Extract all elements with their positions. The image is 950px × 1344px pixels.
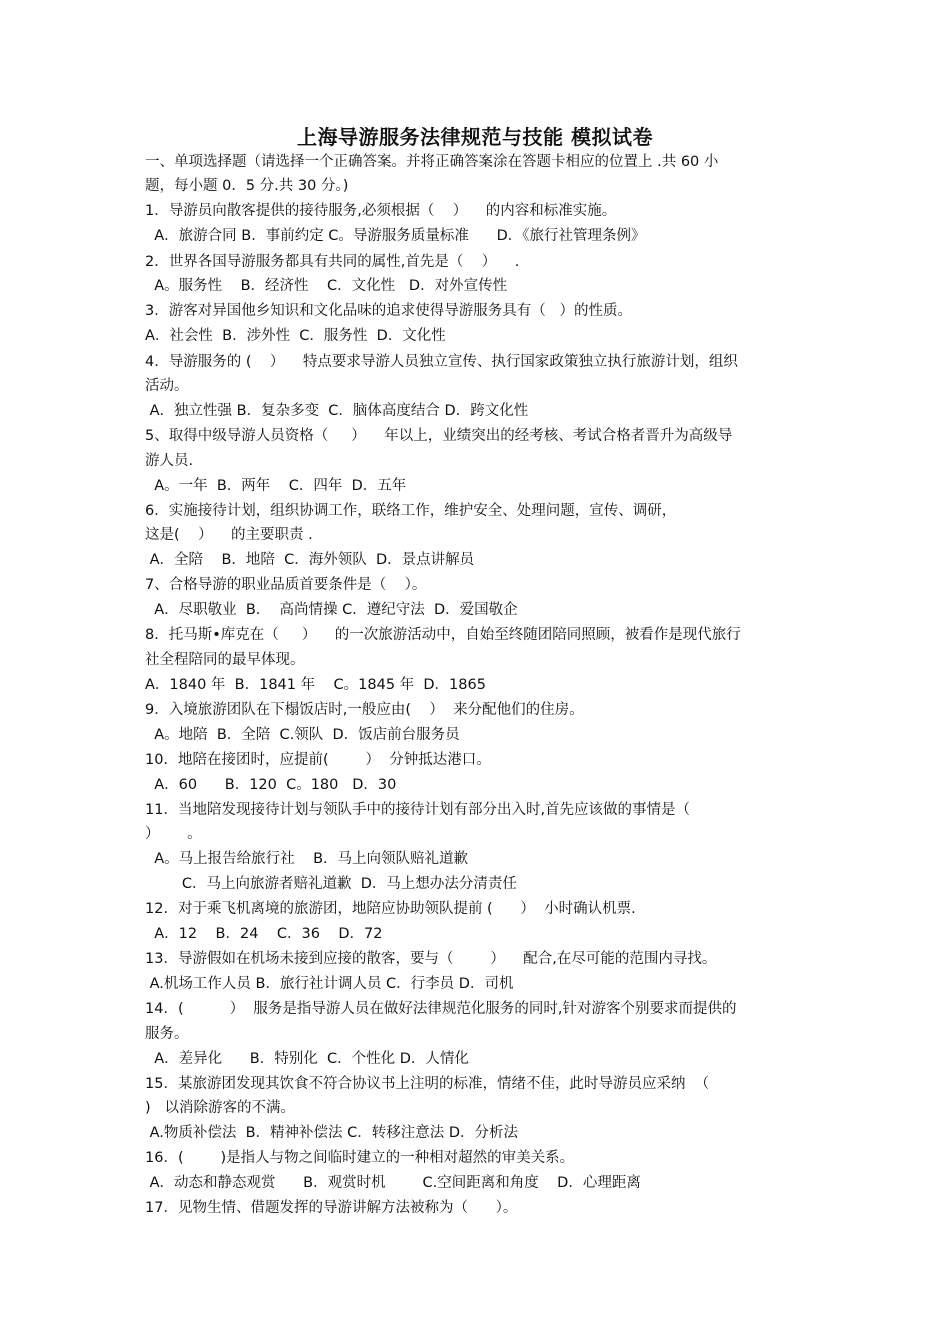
document-line: 8．托马斯•库克在（ ） 的一次旅游活动中，自始至终随团陪同照顾，被看作是现代旅行 xyxy=(145,627,741,643)
document-line: 5、取得中级导游人员资格（ ） 年以上，业绩突出的经考核、考试合格者晋升为高级导 xyxy=(145,428,733,444)
document-line: 游人员. xyxy=(145,453,194,469)
document-line: 一、单项选择题（请选择一个正确答案。并将正确答案涂在答题卡相应的位置上 .共 60 小 xyxy=(145,154,719,170)
document-line: ) 以消除游客的不满。 xyxy=(145,1100,295,1116)
document-line: 15．某旅游团发现其饮食不符合协议书上注明的标准，情绪不佳，此时导游员应采纳 （ xyxy=(145,1076,710,1092)
document-line: 13．导游假如在机场未接到应接的散客，要与（ ） 配合,在尽可能的范围内寻找。 xyxy=(145,951,717,967)
document-line: A．12 B．24 C．36 D．72 xyxy=(145,926,383,942)
document-line: A。地陪 B．全陪 C.领队 D．饭店前台服务员 xyxy=(145,727,460,743)
document-line: A.物质补偿法 B．精神补偿法 C．转移注意法 D．分析法 xyxy=(145,1125,519,1141)
document-line: 服务。 xyxy=(145,1026,189,1042)
document-line: 2．世界各国导游服务都具有共同的属性,首先是（ ） . xyxy=(145,254,520,270)
document-line: A．尽职敬业 B． 高尚情操 C．遵纪守法 D．爱国敬企 xyxy=(145,602,518,618)
document-title: 上海导游服务法律规范与技能 模拟试卷 xyxy=(297,125,653,149)
document-line: 活动。 xyxy=(145,378,189,394)
document-line: 10．地陪在接团时，应提前( ） 分钟抵达港口。 xyxy=(145,752,491,768)
document-line: 12．对于乘飞机离境的旅游团，地陪应协助领队提前 ( ） 小时确认机票. xyxy=(145,901,636,917)
document-line: A．独立性强 B．复杂多变 C．脑体高度结合 D．跨文化性 xyxy=(145,403,529,419)
document-line: C．马上向旅游者赔礼道歉 D．马上想办法分清责任 xyxy=(145,876,517,892)
document-line: 16．( )是指人与物之间临时建立的一种相对超然的审美关系。 xyxy=(145,1150,575,1166)
document-line: 9．入境旅游团队在下榻饭店时,一般应由( ） 来分配他们的住房。 xyxy=(145,702,584,718)
document-line: 这是( ） 的主要职责 . xyxy=(145,527,313,543)
document-line: A。一年 B．两年 C．四年 D．五年 xyxy=(145,478,407,494)
document-line: 17．见物生情、借题发挥的导游讲解方法被称为（ ）。 xyxy=(145,1200,518,1216)
document-line: 11．当地陪发现接待计划与领队手中的接待计划有部分出入时,首先应该做的事情是（ xyxy=(145,802,691,818)
document-line: 6．实施接待计划，组织协调工作，联络工作，维护安全、处理问题，宣传、调研， xyxy=(145,503,677,519)
document-line: 社全程陪同的最早体现。 xyxy=(145,652,305,668)
document-line: ） 。 xyxy=(145,826,202,842)
document-line: A。服务性 B．经济性 C．文化性 D．对外宣传性 xyxy=(145,278,508,294)
document-line: 3．游客对异国他乡知识和文化品味的追求使得导游服务具有（ ）的性质。 xyxy=(145,303,633,319)
document-line: A．旅游合同 B．事前约定 C。导游服务质量标准 D．《旅行社管理条例》 xyxy=(145,228,646,244)
document-line: A.机场工作人员 B．旅行社计调人员 C．行李员 D．司机 xyxy=(145,976,514,992)
document-line: A．全陪 B．地陪 C．海外领队 D．景点讲解员 xyxy=(145,552,475,568)
document-line: A．社会性 B．涉外性 C．服务性 D．文化性 xyxy=(145,328,446,344)
document-line: 7、合格导游的职业品质首要条件是（ ）。 xyxy=(145,577,427,593)
document-line: A．动态和静态观赏 B．观赏时机 C.空间距离和角度 D．心理距离 xyxy=(145,1175,641,1191)
document-line: 1．导游员向散客提供的接待服务,必须根据（ ） 的内容和标准实施。 xyxy=(145,203,617,219)
document-line: A．差异化 B．特别化 C．个性化 D．人情化 xyxy=(145,1051,469,1067)
document-line: A．1840 年 B．1841 年 C。1845 年 D．1865 xyxy=(145,677,486,693)
document-line: 4．导游服务的 ( ） 特点要求导游人员独立宣传、执行国家政策独立执行旅游计划，组织 xyxy=(145,354,738,370)
document-line: A。马上报告给旅行社 B．马上向领队赔礼道歉 xyxy=(145,851,469,867)
document-line: 14．( ） 服务是指导游人员在做好法律规范化服务的同时,针对游客个别要求而提供的 xyxy=(145,1001,737,1017)
document-line: A．60 B．120 C。180 D．30 xyxy=(145,777,397,793)
document-line: 题，每小题 0．5 分.共 30 分。) xyxy=(145,178,349,194)
